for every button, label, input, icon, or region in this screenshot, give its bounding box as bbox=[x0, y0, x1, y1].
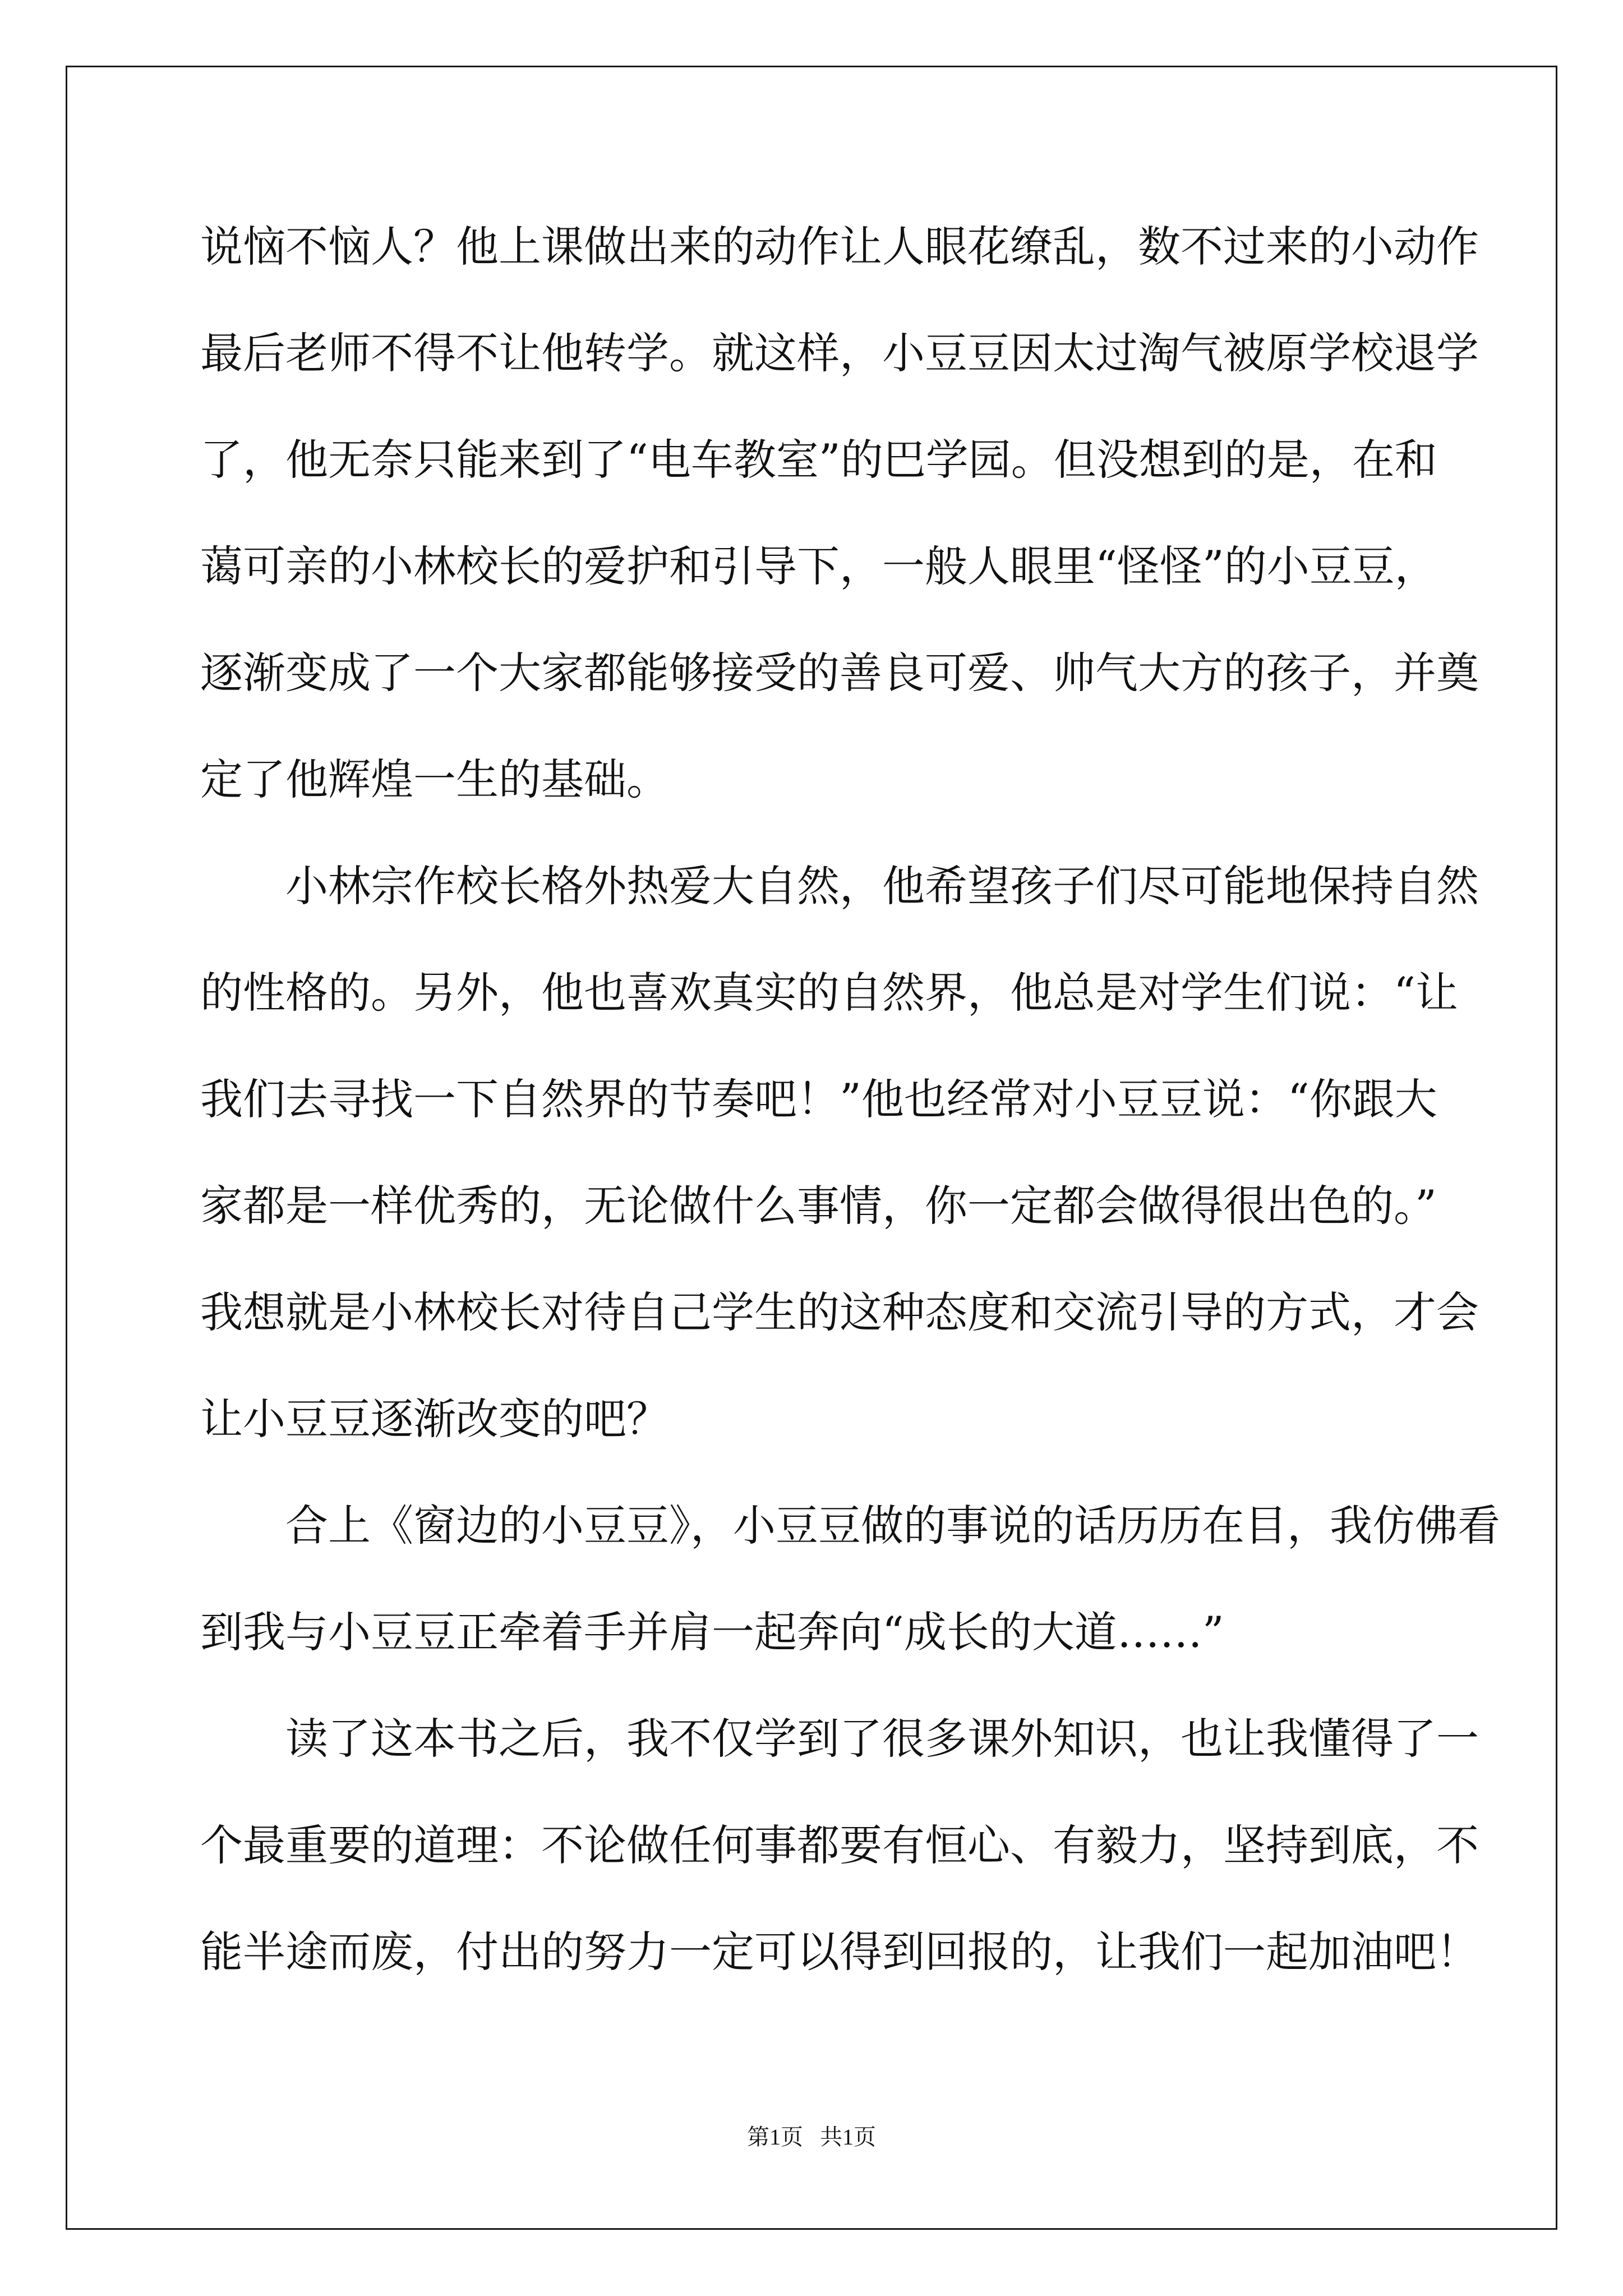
document-body bbox=[200, 202, 1500, 2014]
text-line: 读了这本书之后，我不仅学到了很多课外知识，也让我懂得了一 bbox=[200, 1714, 1479, 1764]
text-line: 定了他辉煌一生的基础。 bbox=[200, 754, 669, 804]
text-line: 到我与小豆豆正牵着手并肩一起奔向“成长的大道……” bbox=[200, 1607, 1224, 1657]
text-line: 小林宗作校长格外热爱大自然，他希望孩子们尽可能地保持自然 bbox=[200, 861, 1479, 911]
text-line: 逐渐变成了一个大家都能够接受的善良可爱、帅气大方的孩子，并奠 bbox=[200, 648, 1479, 698]
text-line: 个最重要的道理：不论做任何事都要有恒心、有毅力，坚持到底，不 bbox=[200, 1820, 1479, 1870]
text-line: 家都是一样优秀的，无论做什么事情，你一定都会做得很出色的。” bbox=[200, 1181, 1437, 1231]
page-footer bbox=[0, 2119, 1623, 2151]
text-line: 最后老师不得不让他转学。就这样，小豆豆因太过淘气被原学校退学 bbox=[200, 328, 1479, 378]
text-line: 蔼可亲的小林校长的爱护和引导下，一般人眼里“怪怪”的小豆豆， bbox=[200, 541, 1437, 591]
text-line: 能半途而废，付出的努力一定可以得到回报的，让我们一起加油吧！ bbox=[200, 1927, 1479, 1977]
text-line: 我们去寻找一下自然界的节奏吧！”他也经常对小豆豆说：“你跟大 bbox=[200, 1074, 1437, 1124]
page-number: 第1页 bbox=[747, 2124, 803, 2150]
text-line: 了，他无奈只能来到了“电车教室”的巴学园。但没想到的是，在和 bbox=[200, 435, 1437, 485]
text-line: 我想就是小林校长对待自己学生的这种态度和交流引导的方式，才会 bbox=[200, 1287, 1479, 1337]
text-line: 的性格的。另外，他也喜欢真实的自然界，他总是对学生们说：“让 bbox=[200, 968, 1458, 1018]
page-total: 共1页 bbox=[820, 2124, 876, 2150]
text-line: 合上《窗边的小豆豆》，小豆豆做的事说的话历历在目，我仿佛看 bbox=[200, 1501, 1500, 1550]
text-line: 让小豆豆逐渐改变的吧？ bbox=[200, 1394, 669, 1444]
text-line: 说恼不恼人？他上课做出来的动作让人眼花缭乱，数不过来的小动作 bbox=[200, 222, 1479, 272]
